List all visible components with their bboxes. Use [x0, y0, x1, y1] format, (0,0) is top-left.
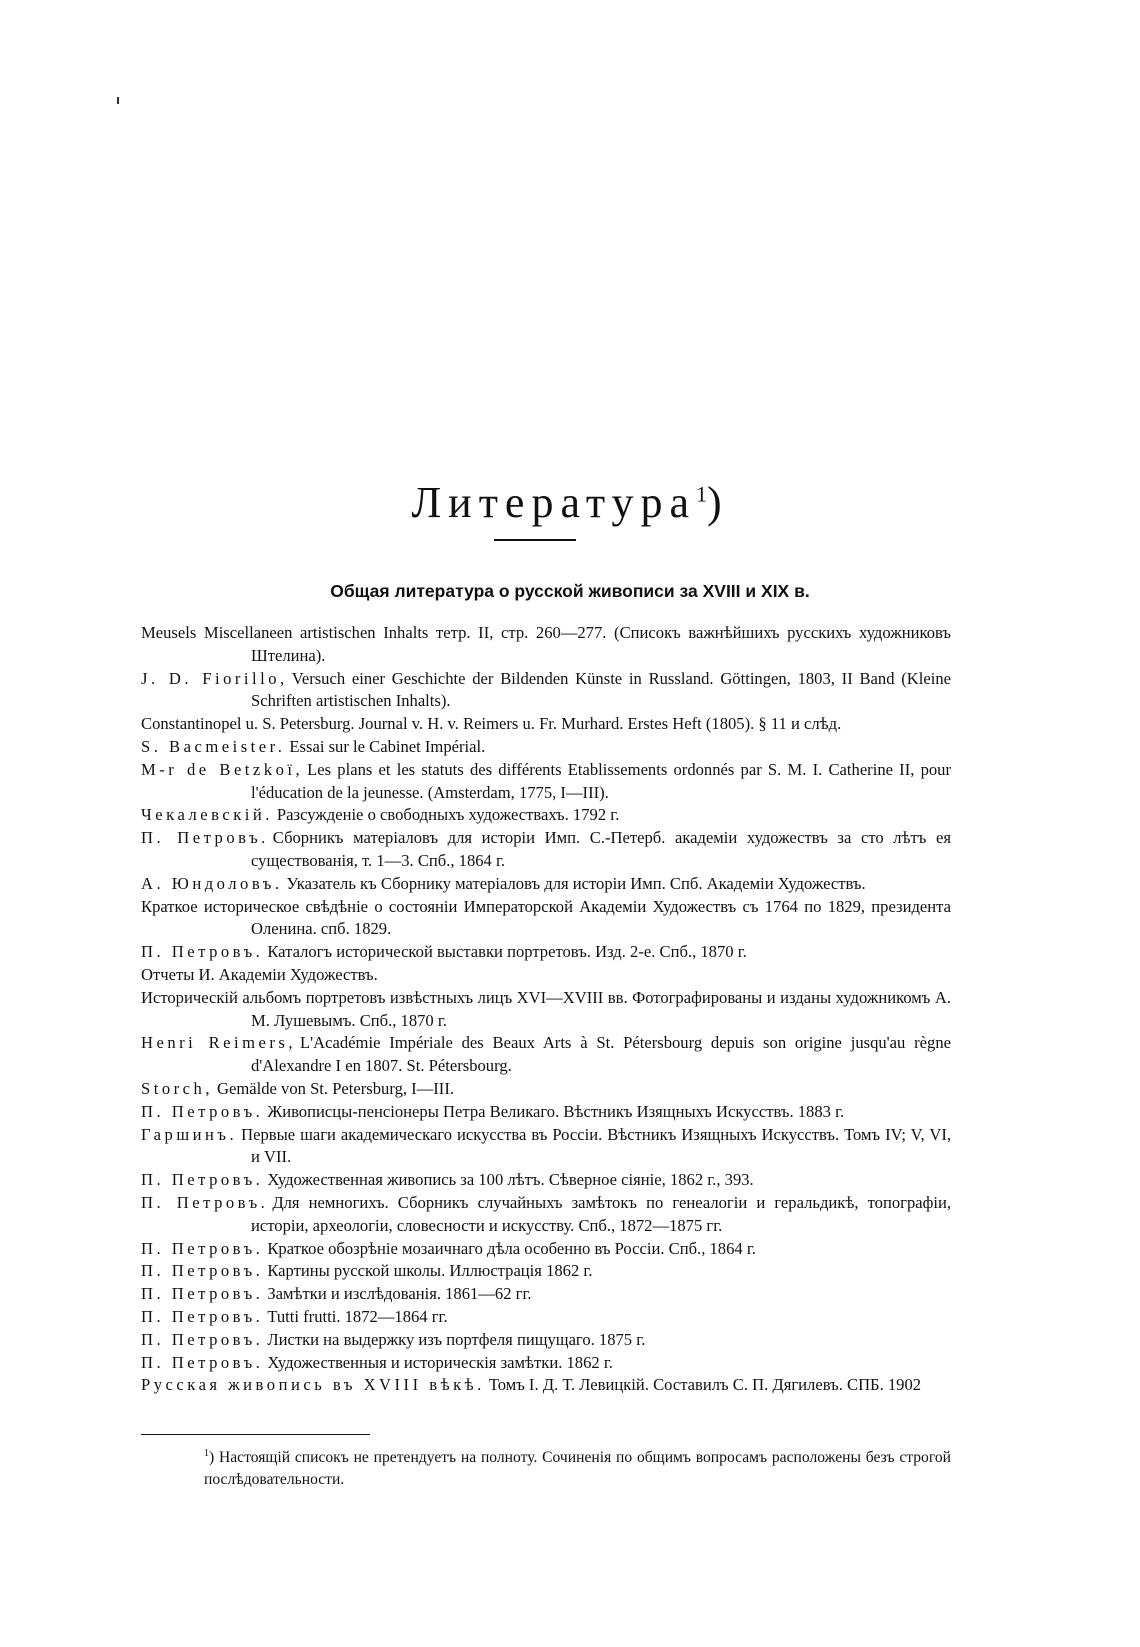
- entry-text: Для немногихъ. Сборникъ случайныхъ замѣтокъ по генеалогіи и геральдикѣ, топографіи, исторіи, археологіи, словесности и искусству. Спб., 1872—1875 гг.: [251, 1192, 951, 1235]
- bibliography-entry: [141, 1169, 951, 1192]
- entry-author: П. Петровъ.: [141, 1329, 264, 1349]
- entry-text: Constantinopel u. S. Petersburg. Journal v. H. v. Reimers u. Fr. Murhard. Erstes Heft (1805). § 11 и слѣд.: [141, 714, 842, 734]
- entry-text: L'Académie Impériale des Beaux Arts à St. Pétersbourg depuis son origine jusqu'au règne d'Alexandre I en 1807. St. Pétersbourg.: [251, 1033, 951, 1076]
- bibliography-entry: [141, 1283, 951, 1306]
- bibliography-entry: [141, 736, 951, 759]
- entry-text: Листки на выдержку изъ портфеля пищущаго. 1875 г.: [267, 1329, 646, 1349]
- entry-author: А. Юндоловъ.: [141, 873, 283, 893]
- entry-text: Томъ I. Д. Т. Левицкій. Составилъ С. П. Дягилевъ. СПБ. 1902: [488, 1375, 922, 1395]
- entry-text: Художественныя и историческія замѣтки. 1862 г.: [267, 1352, 613, 1372]
- entry-text: Художественная живопись за 100 лѣтъ. Сѣверное сіяніе, 1862 г., 393.: [267, 1170, 754, 1190]
- entry-text: Сборникъ матеріаловъ для исторіи Имп. С.-Петерб. академіи художествъ за сто лѣтъ ея существованія, т. 1—3. Спб., 1864 г.: [251, 828, 951, 870]
- bibliography-entry: [141, 1078, 951, 1101]
- bibliography-entry: [141, 1352, 951, 1375]
- bibliography-entry: [141, 1374, 951, 1397]
- footnote: [204, 1443, 951, 1491]
- footnote-text: ) Настоящій списокъ не претендуетъ на полноту. Сочиненія по общимъ вопросамъ расположены безъ строгой послѣдовательности.: [204, 1449, 951, 1489]
- footnote-mark: 1: [204, 1448, 209, 1459]
- entry-author: П. Петровъ.: [141, 1170, 264, 1190]
- entry-author: П. Петровъ.: [141, 1238, 264, 1258]
- entry-text: Картины русской школы. Иллюстрація 1862 г.: [267, 1261, 593, 1281]
- page-title: Литература$^1$): [411, 478, 729, 528]
- entry-author: П. Петровъ.: [141, 1284, 264, 1304]
- entry-text: Gemälde von St. Petersburg, I—III.: [216, 1078, 455, 1098]
- title-footnote-mark: 1: [696, 481, 708, 507]
- entry-author: S. Bacmeister.: [141, 736, 286, 756]
- bibliography-entry: [141, 896, 951, 942]
- bibliography-entry: [141, 987, 951, 1033]
- bibliography-entry: [141, 873, 951, 896]
- page-title-text: Литература: [411, 478, 697, 528]
- bibliography-entry: [141, 1032, 951, 1078]
- bibliography-entry: [141, 804, 951, 827]
- entry-text: Отчеты И. Академіи Художествъ.: [141, 964, 378, 984]
- entry-author: Гаршинъ.: [141, 1124, 238, 1144]
- entry-text: Краткое обозрѣніе мозаичнаго дѣла особенно въ Россіи. Спб., 1864 г.: [267, 1238, 756, 1258]
- entry-text: Essai sur le Cabinet Impérial.: [289, 736, 486, 756]
- entry-author: П. Петровъ.: [141, 1101, 264, 1121]
- bibliography-entry: [141, 1238, 951, 1261]
- bibliography-entry: [141, 668, 951, 714]
- entry-text: Каталогъ исторической выставки портретовъ. Изд. 2-е. Спб., 1870 г.: [267, 942, 747, 962]
- entry-text: Разсужденіе о свободныхъ художествахъ. 1792 г.: [276, 805, 620, 825]
- entry-text: Краткое историческое свѣдѣніе о состояніи Императорской Академіи Художествъ съ 1764 по 1829, президента Оленина. спб. 1829.: [141, 896, 951, 939]
- bibliography-entry: [141, 622, 951, 668]
- entry-author: J. D. Fiorillo,: [141, 668, 288, 688]
- entry-author: Storch,: [141, 1078, 213, 1098]
- entry-author: П. Петровъ.: [141, 1352, 264, 1372]
- entry-text: Les plans et les statuts des différents Etablissements ordonnés par S. M. I. Catherine II, pour l'éducation de la jeunesse. (Amsterdam, 1775, I—III).: [251, 759, 951, 802]
- bibliography-entry: [141, 1192, 951, 1238]
- bibliography-entry: [141, 1329, 951, 1352]
- bibliography-entry: [141, 964, 951, 987]
- bibliography-entry: [141, 1306, 951, 1329]
- entry-author: П. Петровъ.: [141, 1192, 269, 1212]
- bibliography-entry: [141, 1101, 951, 1124]
- entry-text: Историческій альбомъ портретовъ извѣстныхъ лицъ XVI—XVIII вв. Фотографированы и изданы художникомъ А. М. Лушевымъ. Спб., 1870 г.: [141, 987, 951, 1030]
- bibliography-entry: [141, 713, 951, 736]
- scan-speck: [117, 97, 119, 104]
- bibliography-list: [141, 622, 951, 1397]
- entry-text: Meusels Miscellaneen artistischen Inhalts тетр. II, стр. 260—277. (Списокъ важнѣйшихъ русскихъ художниковъ Штелина).: [141, 623, 951, 665]
- entry-author: M-r de Betzkoï,: [141, 759, 304, 779]
- entry-text: Указатель къ Сборнику матеріаловъ для исторіи Имп. Спб. Академіи Художествъ.: [286, 873, 866, 893]
- entry-author: П. Петровъ.: [141, 1306, 264, 1326]
- section-heading: Общая литература о русской живописи за XVIII и XIX в.: [330, 580, 810, 601]
- entry-author: П. Петровъ.: [141, 942, 264, 962]
- entry-author: П. Петровъ.: [141, 828, 269, 848]
- entry-text: Замѣтки и изслѣдованія. 1861—62 гг.: [267, 1284, 532, 1304]
- bibliography-entry: [141, 941, 951, 964]
- entry-author: Русская живопись въ XVIII вѣкѣ.: [141, 1375, 485, 1395]
- bibliography-entry: [141, 1124, 951, 1170]
- entry-author: Чекалевскій.: [141, 805, 273, 825]
- bibliography-entry: [141, 759, 951, 805]
- entry-text: Живописцы-пенсіонеры Петра Великаго. Вѣстникъ Изящныхъ Искусствъ. 1883 г.: [267, 1101, 845, 1121]
- entry-text: Tutti frutti. 1872—1864 гг.: [267, 1306, 448, 1326]
- entry-text: Первые шаги академическаго искусства въ Россіи. Вѣстникъ Изящныхъ Искусствъ. Томъ IV; V, VI, и VII.: [241, 1124, 951, 1167]
- bibliography-entry: [141, 827, 951, 873]
- entry-text: Versuch einer Geschichte der Bildenden Künste in Russland. Göttingen, 1803, II Band (Kleine Schriften artistischen Inhalts).: [251, 668, 951, 711]
- entry-author: П. Петровъ.: [141, 1261, 264, 1281]
- title-divider: [494, 539, 576, 541]
- bibliography-entry: [141, 1260, 951, 1283]
- entry-author: Henri Reimers,: [141, 1033, 297, 1053]
- footnote-divider: [141, 1434, 370, 1435]
